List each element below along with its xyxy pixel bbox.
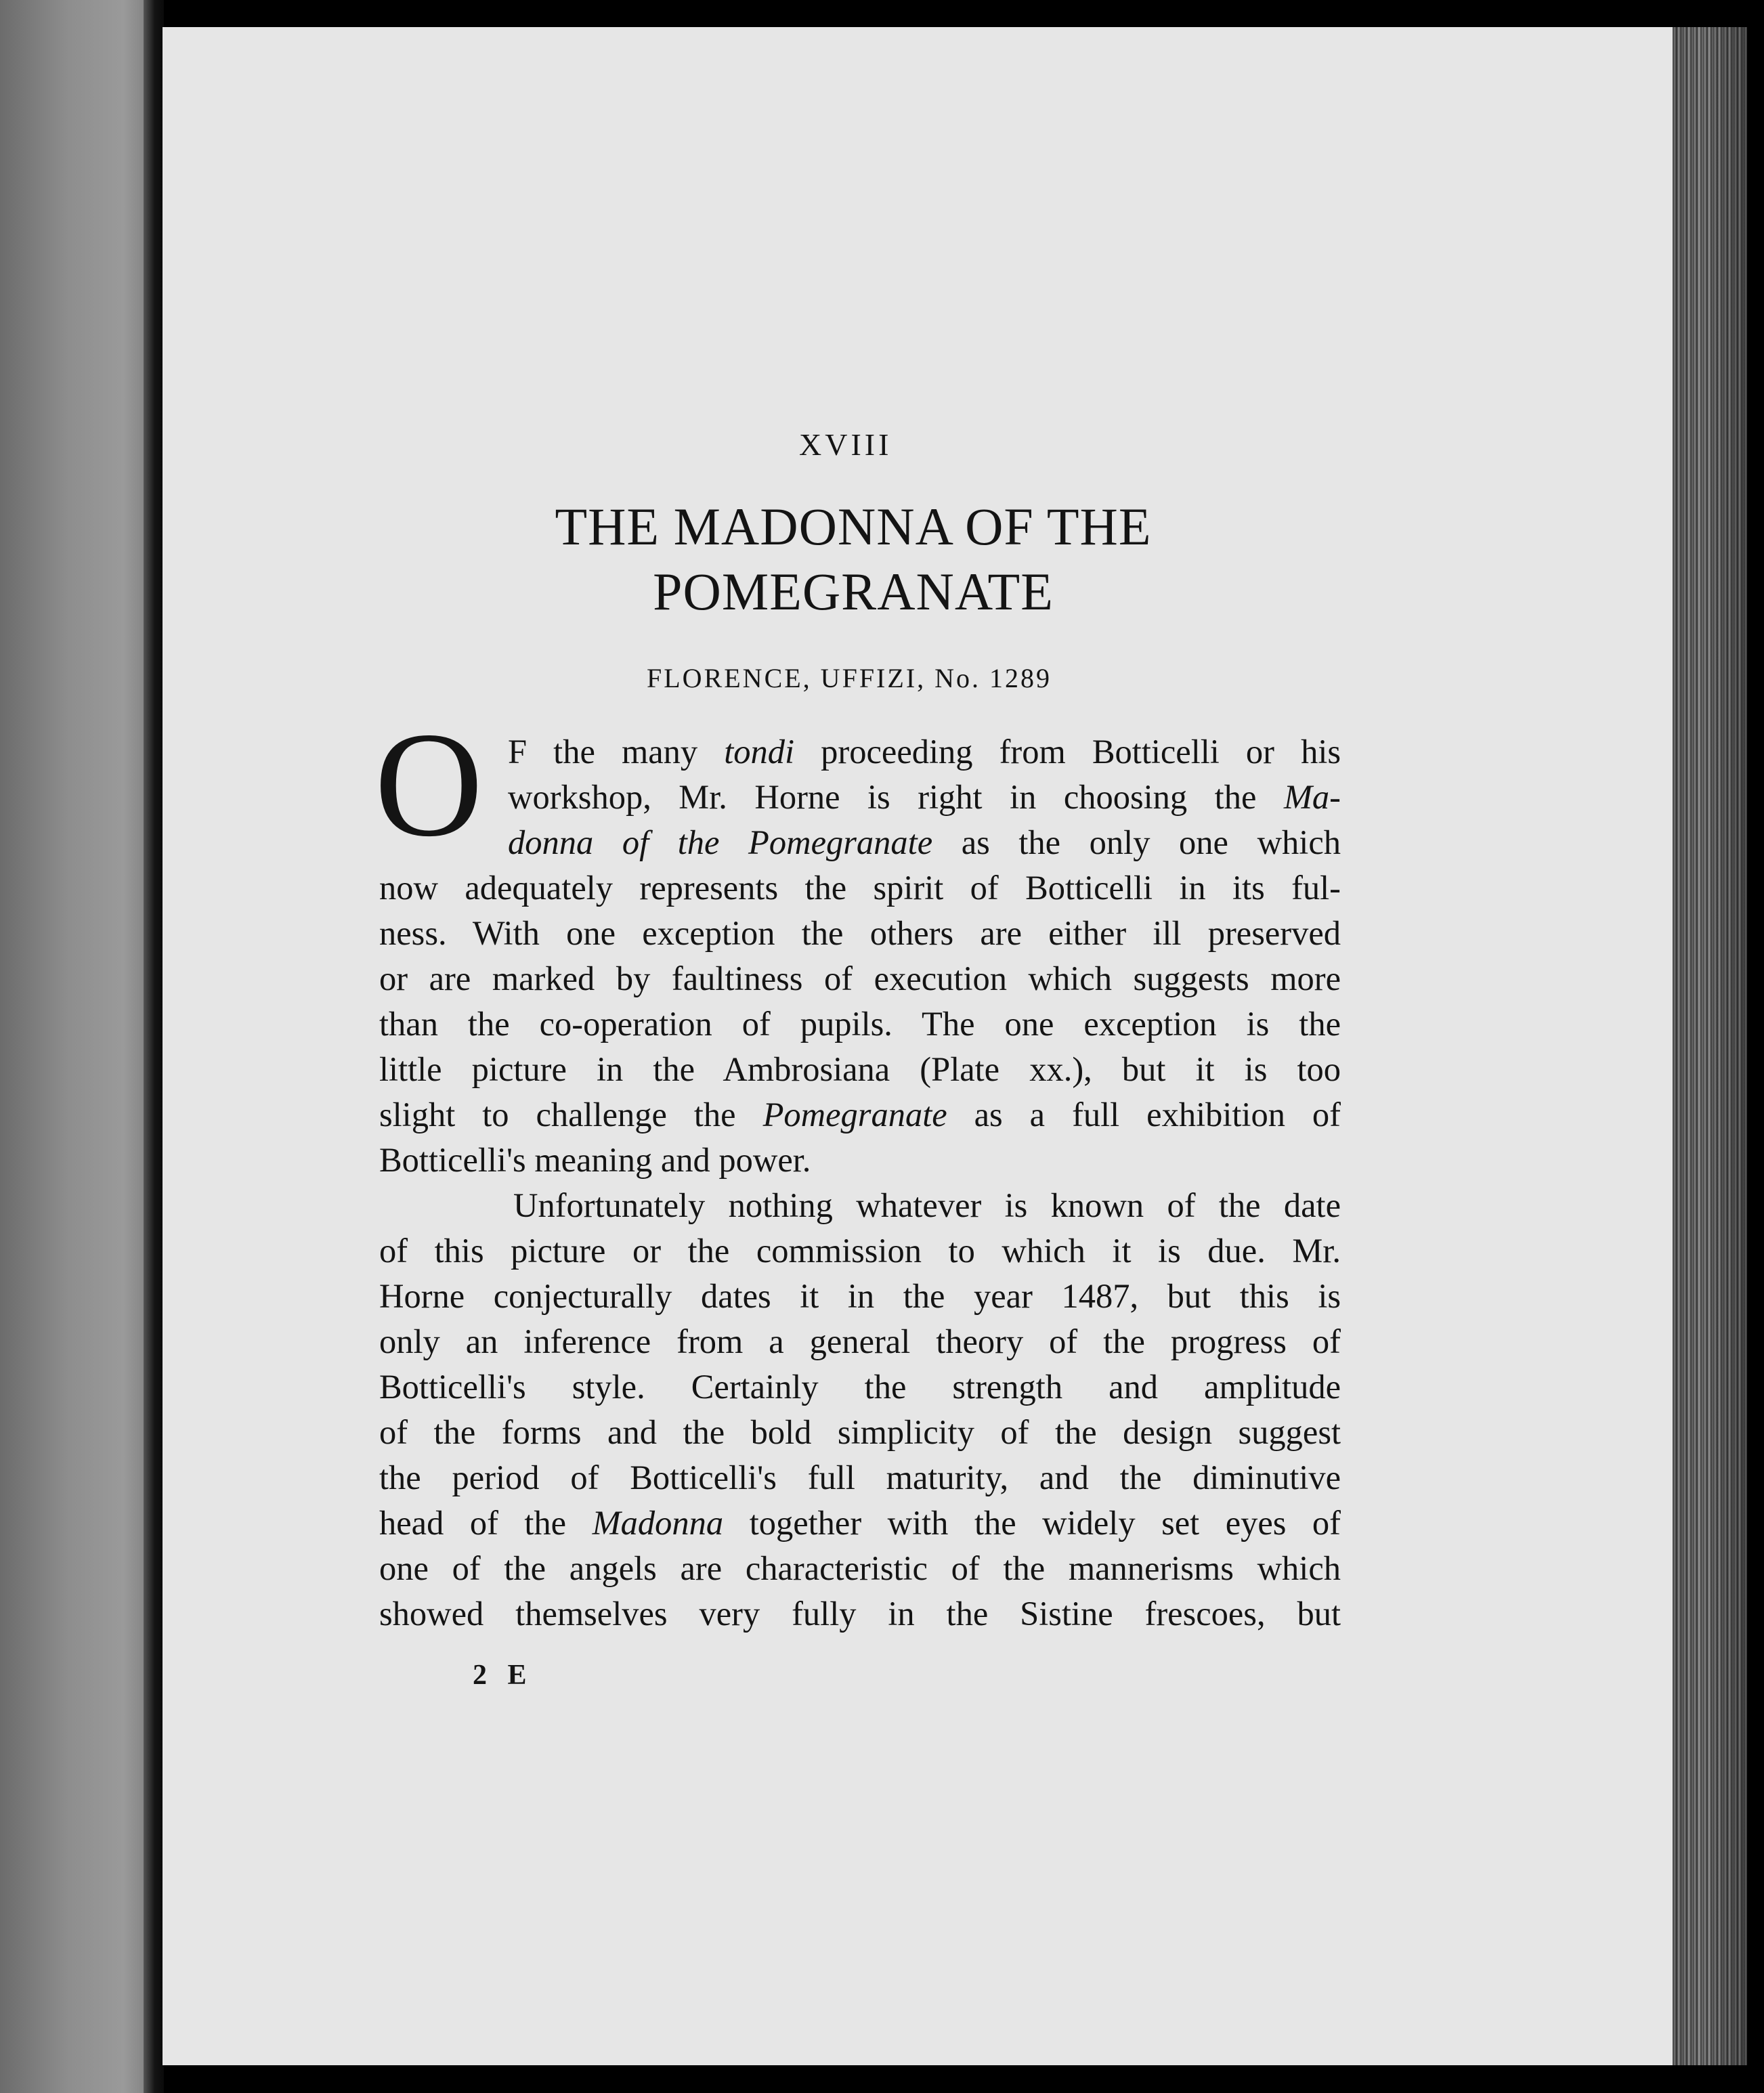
- drop-cap: O: [374, 702, 483, 868]
- text-line: Horne conjecturally dates it in the year 1487, but this is: [379, 1277, 1341, 1315]
- text-line: now adequately represents the spirit of Botticelli in its ful-: [379, 869, 1341, 907]
- text-line: of this picture or the commission to which it is due. Mr.: [379, 1232, 1341, 1270]
- text-line: F the many tondi proceeding from Botticelli or his: [508, 733, 1341, 771]
- text-line: little picture in the Ambrosiana (Plate xx.), but it is too: [379, 1050, 1341, 1088]
- page-stack-shade: [1673, 27, 1747, 2065]
- text-line: Unfortunately nothing whatever is known of the date: [513, 1186, 1341, 1224]
- text-line: one of the angels are characteristic of the mannerisms which: [379, 1549, 1341, 1587]
- text-line: slight to challenge the Pomegranate as a full exhibition of: [379, 1096, 1341, 1134]
- text-line: or are marked by faultiness of execution which suggests more: [379, 959, 1341, 997]
- text-line: donna of the Pomegranate as the only one which: [508, 823, 1341, 861]
- text-line: Botticelli's meaning and power.: [379, 1141, 811, 1179]
- text-line: showed themselves very fully in the Sistine frescoes, but: [379, 1595, 1341, 1633]
- title-line: POMEGRANATE: [653, 562, 1054, 621]
- text-line: than the co-operation of pupils. The one exception is the: [379, 1005, 1341, 1043]
- text-line: head of the Madonna together with the widely set eyes of: [379, 1504, 1341, 1542]
- facing-page-edge: [0, 0, 154, 2093]
- text-line: of the forms and the bold simplicity of the design suggest: [379, 1413, 1341, 1451]
- text-line: ness. With one exception the others are either ill preserved: [379, 914, 1341, 952]
- chapter-title: [379, 494, 1327, 624]
- text-line: Botticelli's style. Certainly the strength and amplitude: [379, 1368, 1341, 1406]
- text-line: the period of Botticelli's full maturity, and the diminutive: [379, 1459, 1341, 1496]
- text-line: workshop, Mr. Horne is right in choosing the Ma-: [508, 778, 1341, 816]
- title-line: THE MADONNA OF THE: [555, 497, 1152, 556]
- chapter-number: XVIII: [799, 427, 892, 462]
- book-gutter: [144, 0, 164, 2093]
- text-line: only an inference from a general theory of the progress of: [379, 1322, 1341, 1360]
- signature-mark: 2 E: [473, 1660, 534, 1691]
- chapter-subtitle: FLORENCE, UFFIZI, No. 1289: [647, 663, 1052, 693]
